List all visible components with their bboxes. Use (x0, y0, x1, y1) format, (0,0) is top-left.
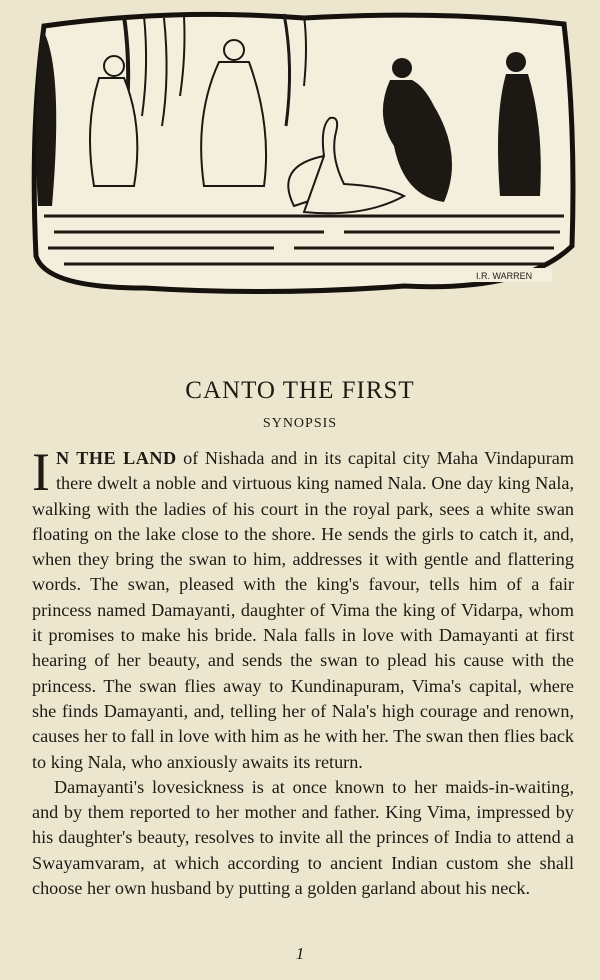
paragraph-1-text: of Nishada and in its capital city Maha Vindapuram there dwelt a noble and virtuous king named Nala. One day king Nala, walking with the ladies of his court in the royal park, sees a white swan floating on the lake close to the shore. He sends the girls to catch it, and, when they bring the swan to him, addresses it with gentle and flattering words. The swan, pleased with the king's favour, tells him of a fair princess named Damayanti, daughter of Vima the king of Vidarpa, whom it promises to make his bride. Nala falls in love with Damayanti at first hearing of her beauty, and sends the swan to plead his cause with the princess. The swan flies away to Kundinapuram, Vima's capital, where she finds Damayanti, and, telling her of Nala's high courage and renown, causes her to fall in love with him as he with her. The swan then flies back to king Nala, who anxiously awaits its return. (32, 448, 575, 772)
paragraph-2 (32, 775, 574, 901)
section-heading: SYNOPSIS (262, 416, 338, 431)
paragraph-1 (32, 442, 575, 775)
illustrator-signature: I.R. WARREN (476, 271, 533, 281)
page-number: 1 (295, 944, 305, 963)
paragraph-2-text: Damayanti's lovesickness is at once known to her maids-in-waiting, and by them reported to her mother and father. King Vima, impressed by his daughter's beauty, resolves to invite all the princes of India to attend a Swayamvaram, at which according to ancient Indian custom she shall choose her own husband by putting a golden garland about his neck. (32, 776, 574, 899)
lake-swan-illustration (24, 6, 580, 298)
canto-title: CANTO THE FIRST (185, 376, 415, 404)
paragraph-lead: N THE LAND (55, 448, 177, 468)
synopsis-body (32, 442, 575, 901)
drop-cap: I (32, 442, 50, 502)
